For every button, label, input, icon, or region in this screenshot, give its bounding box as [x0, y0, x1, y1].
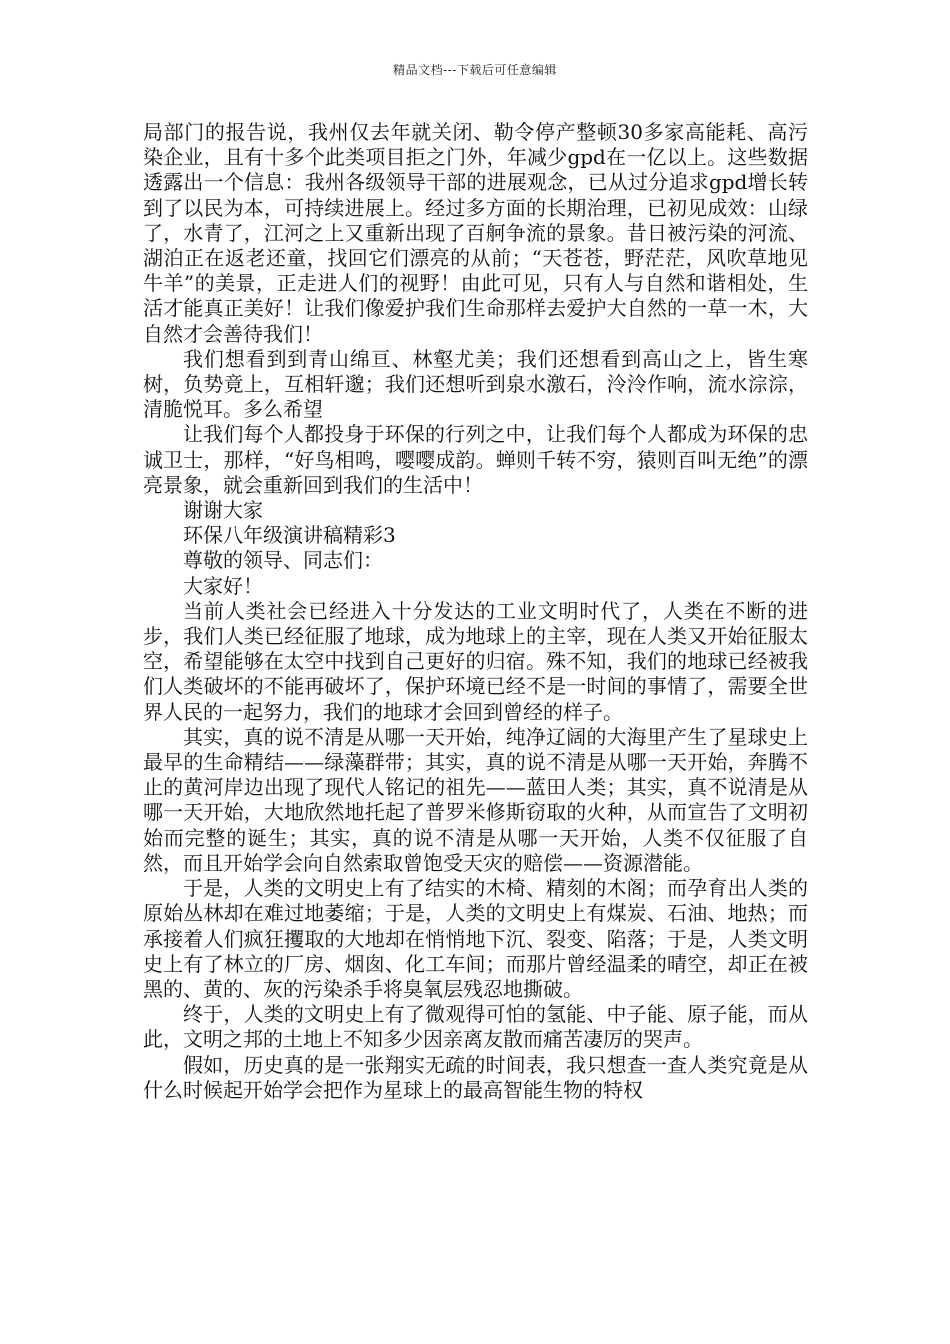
- paragraph-3: 让我们每个人都投身于环保的行列之中，让我们每个人都成为环保的忠诚卫士，那样，“好鸟相鸣，嘤嘤成韵。蝉则千转不穷，猿则百叫无绝”的漂亮景象，就会重新回到我们的生活中！: [143, 422, 808, 497]
- paragraph-11: 终于，人类的文明史上有了微观得可怕的氢能、中子能、原子能，而从此，文明之邦的土地上不知多少因亲离友散而痛苦凄厉的哭声。: [143, 1002, 808, 1052]
- document-body: [143, 120, 808, 1103]
- page-header: 精品文档---下载后可任意编辑: [393, 63, 557, 77]
- paragraph-8: 当前人类社会已经进入十分发达的工业文明时代了，人类在不断的进步，我们人类已经征服了地球，成为地球上的主宰，现在人类又开始征服太空，希望能够在太空中找到自己更好的归宿。殊不知，我们的地球已经被我们人类破坏的不能再破坏了，保护环境已经不是一时间的事情了，需要全世界人民的一起努力，我们的地球才会回到曾经的样子。: [143, 598, 808, 724]
- speech-title: 环保八年级演讲稿精彩3: [183, 523, 396, 548]
- paragraph-12: 假如，历史真的是一张翔实无疏的时间表，我只想查一查人类究竟是从什么时候起开始学会把作为星球上的最高智能生物的特权: [143, 1052, 808, 1102]
- salutation: 尊敬的领导、同志们：: [183, 548, 383, 573]
- paragraph-9: 其实，真的说不清是从哪一天开始，纯净辽阔的大海里产生了星球史上最早的生命精结——绿藻群带；其实，真的说不清是从哪一天开始，奔腾不止的黄河岸边出现了现代人铭记的祖先——蓝田人类；其实，真不说清是从哪一天开始，大地欣然地托起了普罗米修斯窃取的火种，从而宣告了文明初始而完整的诞生；其实，真的说不清是从哪一天开始，人类不仅征服了自然，而且开始学会向自然索取曾饱受天灾的赔偿——资源潜能。: [143, 724, 808, 875]
- paragraph-2: 我们想看到到青山绵亘、林壑尤美；我们还想看到高山之上，皆生寒树，负势竟上，互相轩邈；我们还想听到泉水激石，泠泠作响，流水淙淙，清脆悦耳。多么希望: [143, 346, 808, 422]
- closing-thanks: 谢谢大家: [183, 498, 263, 523]
- paragraph-1: 局部门的报告说，我州仅去年就关闭、勒令停产整顿30多家高能耗、高污染企业，且有十多个此类项目拒之门外，年减少gpd在一亿以上。这些数据透露出一个信息：我州各级领导干部的进展观念，已从过分追求gpd增长转到了以民为本，可持续进展上。经过多方面的长期治理，已初见成效：山绿了，水青了，江河之上又重新出现了百舸争流的景象。昔日被污染的河流、湖泊正在返老还童，找回它们漂亮的从前；“天苍苍，野茫茫，风吹草地见牛羊”的美景，正走进人们的视野！由此可见，只有人与自然和谐相处，生活才能真正美好！让我们像爱护我们生命那样去爱护大自然的一草一木，大自然才会善待我们！: [143, 120, 808, 346]
- greeting: 大家好！: [183, 573, 263, 598]
- paragraph-10: 于是，人类的文明史上有了结实的木椅、精刻的木阁；而孕育出人类的原始丛林却在难过地萎缩；于是，人类的文明史上有煤炭、石油、地热；而承接着人们疯狂攫取的大地却在悄悄地下沉、裂变、陷落；于是，人类文明史上有了林立的厂房、烟囱、化工车间；而那片曾经温柔的晴空，却正在被黑的、黄的、灰的污染杀手将臭氧层残忍地撕破。: [143, 876, 808, 1001]
